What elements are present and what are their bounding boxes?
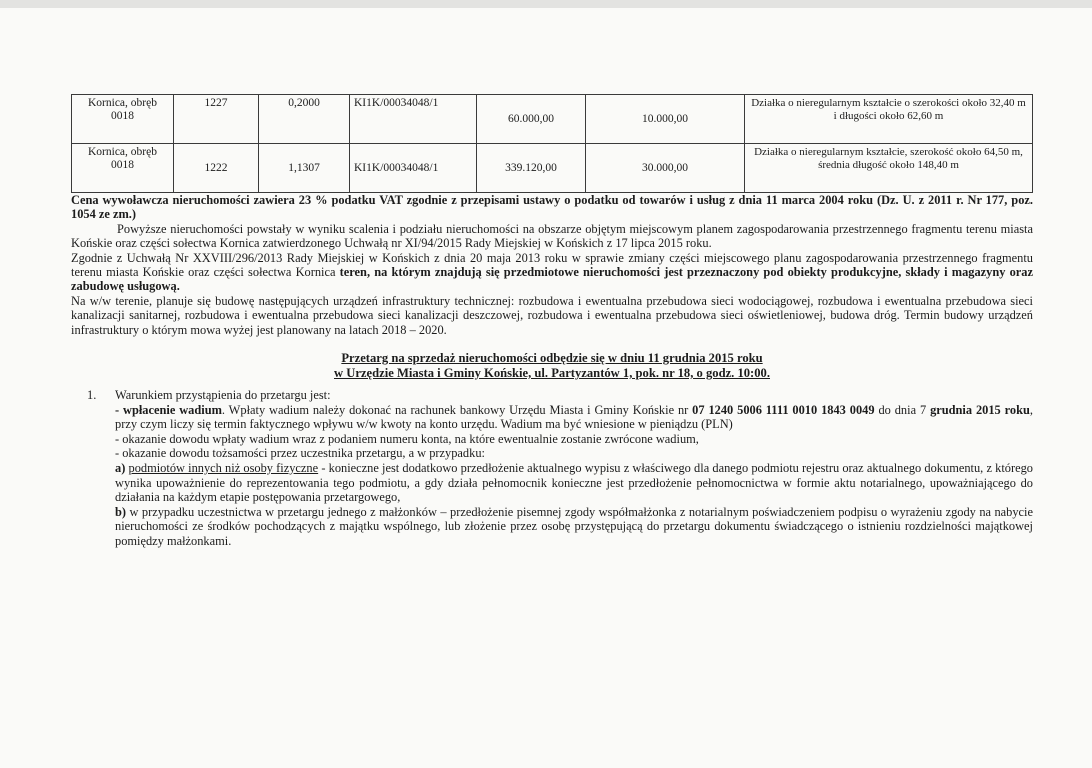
list-item [71,388,1033,549]
bank-account-number: 07 1240 5006 1111 0010 1843 0049 [692,402,875,417]
vat-note: Cena wywoławcza nieruchomości zawiera 23 % podatku VAT zgodnie z przepisami ustawy o podatku od towarów i usług z dnia 11 marca 2004 roku (Dz. U. z 2011 r. Nr 177, poz. 1054 ze zm.) [71,193,1033,222]
condition-b-label: b) [115,504,127,519]
cell-description: Działka o nieregularnym kształcie o szerokości około 32,40 m i długości około 62,60 m [745,95,1033,144]
condition-a [115,461,1033,505]
cell-parcel: 1222 [174,144,259,193]
cell-location: Kornica, obręb 0018 [72,144,174,193]
paragraph-zoning [71,251,1033,294]
cell-price: 339.120,00 [477,144,586,193]
condition-a-subject: podmiotów innych niż osoby fizyczne [128,461,319,476]
cell-kw: KI1K/00034048/1 [350,95,477,144]
wadium-text-2: do dnia 7 [874,402,931,417]
parcels-table [71,94,1033,193]
list-body [115,388,1033,549]
proof-identity: - okazanie dowodu tożsamości przez uczestnika przetargu, a w przypadku: [115,446,485,461]
proof-payment: - okazanie dowodu wpłaty wadium wraz z podaniem numeru konta, na które ewentualnie zostanie zwrócone wadium, [115,431,699,446]
wadium-deadline: grudnia 2015 roku [930,402,1030,417]
table-row [72,95,1033,144]
conditions-list [71,388,1033,549]
wadium-text: . Wpłaty wadium należy dokonać na rachunek bankowy Urzędu Miasta i Gminy Końskie nr [221,402,693,417]
cell-deposit: 30.000,00 [586,144,745,193]
condition-a-text: - konieczne jest dodatkowo przedłożenie aktualnego wypisu z właściwego dla danego podmiotu rejestru oraz aktualnego dokumentu, z którego wynika upoważnienie do reprezentowania tego podmiotu, a gdy działa pełnomocnik konieczne jest przedłożenie pełnomocnictwa w formie aktu notarialnego, upoważniającego do działania na każdym etapie postępowania przetargowego, [115,461,1033,505]
body-text [71,193,1033,337]
cell-location: Kornica, obręb 0018 [72,95,174,144]
conditions-intro: Warunkiem przystąpienia do przetargu jest: [115,388,331,403]
table-row [72,144,1033,193]
cell-deposit: 10.000,00 [586,95,745,144]
wadium-text-3: , przy czym liczy się termin faktycznego wpływu w/w kwoty na konto urzędu. Wadium ma być wniesione w pieniądzu (PLN) [115,402,1033,432]
cell-price: 60.000,00 [477,95,586,144]
wadium-label: - wpłacenie wadium [115,402,222,417]
zoning-text: Zgodnie z Uchwałą Nr XXVIII/296/2013 Rady Miejskiej w Końskich z dnia 20 maja 2013 roku w sprawie zmiany części miejscowego planu zagospodarowania przestrzennego fragmentu terenu miasta Końskie oraz części sołectwa Kornica [71,250,1033,280]
cell-parcel: 1227 [174,95,259,144]
paragraph-origin: Powyższe nieruchomości powstały w wyniku scalenia i podziału nieruchomości na obszarze objętym miejscowym planem zagospodarowania przestrzennego fragmentu terenu miasta Końskie oraz części sołectwa Kornica zatwierdzonego Uchwałą nr XI/94/2015 Rady Miejskiej w Końskich z 17 lipca 2015 roku. [71,221,1033,251]
document-content [71,94,1033,549]
auction-heading-line2: w Urzędzie Miasta i Gminy Końskie, ul. Partyzantów 1, pok. nr 18, o godz. 10:00. [334,366,770,381]
auction-heading [71,351,1033,381]
condition-b-text: w przypadku uczestnictwa w przetargu jednego z małżonków – przedłożenie pisemnej zgody współmałżonka z notarialnym poświadczeniem podpisu o wyrażeniu zgody na nabycie nieruchomości ze środków pochodzących z majątku wspólnego, lub złożenie przez osobę przystępującą do przetargu dokumentu świadczącego o istnieniu rozdzielności majątkowej pomiędzy małżonkami. [115,504,1033,548]
wadium-paragraph [115,403,1033,432]
condition-a-label: a) [115,461,126,476]
list-number: 1. [87,388,97,403]
paragraph-infrastructure: Na w/w terenie, planuje się budowę następujących urządzeń infrastruktury technicznej: rozbudowa i ewentualna przebudowa sieci wodociągowej, rozbudowa i ewentualna przebudowa sieci kanalizacji sanitarnej, rozbudowa i ewentualna przebudowa sieci kanalizacji deszczowej, rozbudowa i ewentualna przebudowa sieci oświetleniowej, budowa dróg. Termin budowy urządzeń infrastruktury o którym mowa wyżej jest planowany na latach 2018 – 2020. [71,293,1033,337]
zoning-bold-text: teren, na którym znajdują się przedmiotowe nieruchomości jest przeznaczony pod obiekty produkcyjne, składy i magazyny oraz zabudowę usługową. [71,265,1033,294]
condition-b [115,505,1033,549]
cell-description: Działka o nieregularnym kształcie, szerokość około 64,50 m, średnia długość około 148,40 m [745,144,1033,193]
auction-heading-line1: Przetarg na sprzedaż nieruchomości odbędzie się w dniu 11 grudnia 2015 roku [341,351,763,366]
cell-area: 1,1307 [259,144,350,193]
cell-kw: KI1K/00034048/1 [350,144,477,193]
cell-area: 0,2000 [259,95,350,144]
top-band [0,0,1092,8]
